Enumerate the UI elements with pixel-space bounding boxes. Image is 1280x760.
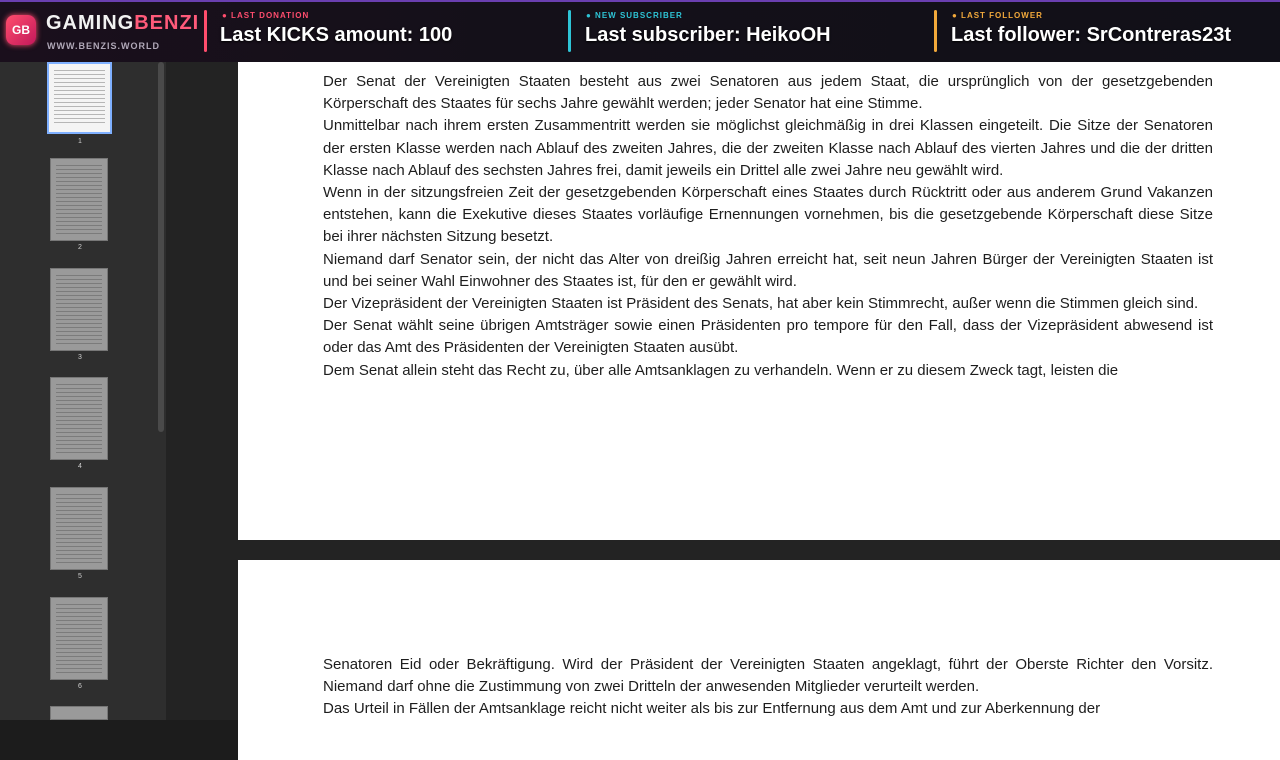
paragraph: Der Vizepräsident der Vereinigten Staaten ist Präsident des Senats, hat aber kein Stimmrecht, außer wenn die Stimmen gleich sind. — [323, 295, 1199, 313]
brand-url: WWW.BENZIS.WORLD — [47, 41, 160, 51]
document-page-2 — [238, 560, 1280, 760]
thumbnail-number: 1 — [78, 138, 82, 145]
stream-overlay-bar — [0, 0, 1280, 62]
follower-value: Last follower: SrContreras23t — [951, 24, 1232, 46]
brand-logo-icon: GB — [6, 15, 36, 45]
sidebar-scrollbar[interactable] — [158, 62, 164, 432]
thumbnail-text-lines — [56, 384, 102, 453]
follower-kicker: ● LAST FOLLOWER — [952, 11, 1043, 20]
brand-name-part1: GAMING — [46, 12, 135, 34]
paragraph: Das Urteil in Fällen der Amtsanklage reicht nicht weiter als bis zur Entfernung aus dem Amt und zur Aberkennung der — [323, 700, 1101, 718]
follower-accent-bar — [934, 10, 937, 52]
thumbnail-number: 5 — [78, 573, 82, 580]
thumbnail-number: 3 — [78, 354, 82, 361]
document-page-1 — [238, 52, 1280, 540]
thumbnail-text-lines — [56, 275, 102, 344]
donation-kicker: ● LAST DONATION — [222, 11, 310, 20]
thumbnail-image[interactable] — [50, 597, 108, 680]
paragraph: Der Senat wählt seine übrigen Amtsträger sowie einen Präsidenten pro tempore für den Fall, dass der Vizepräsident abwesend ist oder das Amt des Präsidenten der Vereinigten Staaten ausübt. — [323, 317, 1213, 357]
overlay-last-follower — [934, 2, 1280, 62]
paragraph: Wenn in der sitzungsfreien Zeit der gesetzgebenden Körperschaft eines Staates durch Rücktritt oder aus anderem Grund Vakanzen entstehen, kann die Exekutive dieses Staates vorläufige Ernennungen vornehmen, bis die gesetzgebende Körperschaft diese Sitze bei ihrer nächsten Sitzung besetzt. — [323, 184, 1213, 246]
thumbnail-image[interactable] — [50, 487, 108, 570]
thumbnail-image[interactable] — [50, 268, 108, 351]
paragraph: Dem Senat allein steht das Recht zu, über alle Amtsanklagen zu verhandeln. Wenn er zu diesem Zweck tagt, leisten die — [323, 361, 1119, 379]
page-1-text — [323, 71, 1213, 382]
thumbnail-image[interactable] — [50, 706, 108, 720]
thumbnail-text-lines — [56, 604, 102, 673]
page-thumbnail-sidebar — [0, 62, 166, 720]
thumbnail-text-lines — [54, 70, 105, 126]
subscriber-kicker: ● NEW SUBSCRIBER — [586, 11, 683, 20]
overlay-new-subscriber — [568, 2, 928, 62]
thumbnail-image[interactable] — [50, 158, 108, 241]
thumbnail-number: 6 — [78, 683, 82, 690]
paragraph: Niemand darf Senator sein, der nicht das Alter von dreißig Jahren erreicht hat, seit neun Jahren Bürger der Vereinigten Staaten ist und bei seiner Wahl Einwohner des Staates ist, für den er gewählt wird. — [323, 250, 1213, 290]
paragraph: Unmittelbar nach ihrem ersten Zusammentritt werden sie möglichst gleichmäßig in drei Klassen eingeteilt. Die Sitze der Senatoren der ersten Klasse werden nach Ablauf des zweiten Jahres, die der zweiten Klasse nach Ablauf des vierten Jahres und die der dritten Klasse nach Ablauf des sechsten Jahres frei, damit jeweils ein Drittel alle zwei Jahre neu gewählt wird. — [323, 117, 1213, 179]
page-2-text — [323, 654, 1213, 721]
document-viewer[interactable] — [166, 62, 1280, 720]
subscriber-value: Last subscriber: HeikoOH — [585, 24, 831, 46]
thumbnail-image[interactable] — [47, 62, 112, 134]
overlay-last-donation — [204, 2, 564, 62]
brand-name-part2: BENZI — [134, 12, 200, 34]
brand-name — [46, 12, 199, 35]
thumbnail-number: 4 — [78, 463, 82, 470]
subscriber-accent-bar — [568, 10, 571, 52]
brand-block — [0, 2, 200, 62]
thumbnail-text-lines — [56, 165, 102, 234]
donation-value: Last KICKS amount: 100 — [220, 24, 453, 46]
paragraph: Senatoren Eid oder Bekräftigung. Wird der Präsident der Vereinigten Staaten angeklagt, führt der Oberste Richter den Vorsitz. Niemand darf ohne die Zustimmung von zwei Dritteln der anwesenden Mitglieder verurteilt werden. — [323, 656, 1213, 696]
thumbnail-image[interactable] — [50, 377, 108, 460]
paragraph: Der Senat der Vereinigten Staaten besteht aus zwei Senatoren aus jedem Staat, die ursprünglich von der gesetzgebenden Körperschaft des Staates für sechs Jahre gewählt werden; jeder Senator hat eine Stimme. — [323, 73, 1213, 113]
donation-accent-bar — [204, 10, 207, 52]
thumbnail-text-lines — [56, 494, 102, 563]
thumbnail-number: 2 — [78, 244, 82, 251]
